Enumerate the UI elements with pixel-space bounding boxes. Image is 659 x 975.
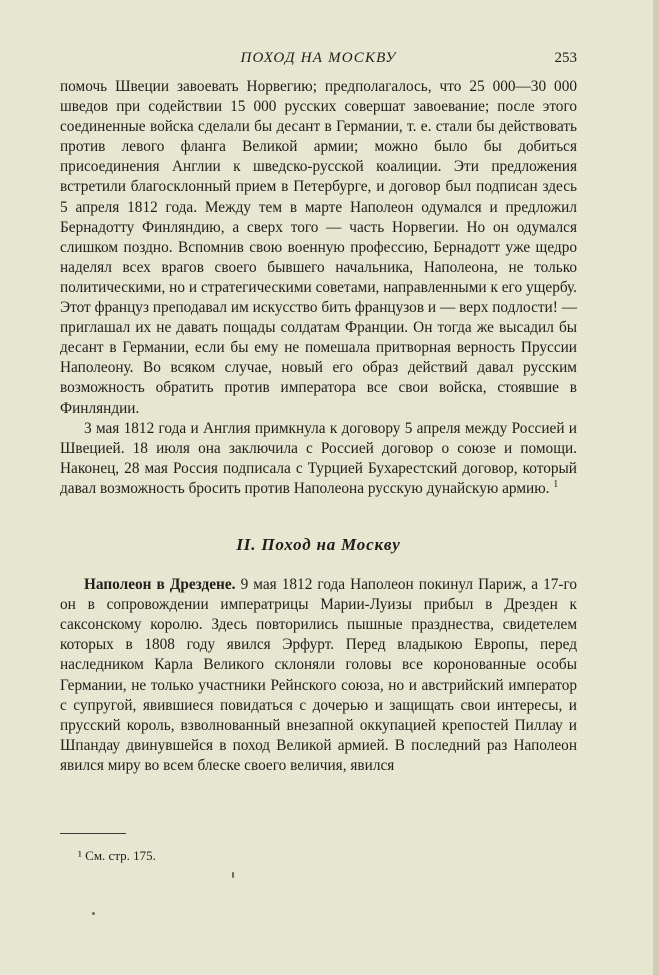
footnote-reference: 1: [553, 478, 559, 490]
paragraph-3-lead: Наполеон в Дрездене.: [84, 576, 236, 594]
running-head: ПОХОД НА МОСКВУ: [240, 50, 397, 66]
paragraph-3: [60, 575, 577, 776]
paragraph-2-text: 3 мая 1812 года и Англия примкнула к договору 5 апреля между Россией и Швецией. 18 июля она заключила с Россией договор о союзе и помощи. Наконец, 28 мая Россия подписала с Турцией Бухарестский договор, который давал возможность бросить против Наполеона русскую дунайскую армию.: [60, 419, 577, 497]
footnote: [78, 848, 156, 864]
print-speck: [232, 872, 234, 878]
paragraph-1: помочь Швеции завоевать Норвегию; предполагалось, что 25 000—30 000 шведов при содействии 15 000 русских совершат завоевание; после этого соединенные войска сделали бы десант в Германии, т. е. стали бы действовать против левого фланга Великой армии; можно было бы добиться присоединения Англии к шведско-русской коалиции. Эти предложения встретили благосклонный прием в Петербурге, и договор был подписан здесь 5 апреля 1812 года. Между тем в марте Наполеон одумался и предложил Бернадотту Финляндию, а сверх того — часть Норвегии. Но он одумался слишком поздно. Вспомнив свою военную профессию, Бернадотт уже щедро наделял всех врагов своего бывшего начальника, Наполеона, не только политическими, но и стратегическими советами, направленными к его ущербу. Этот француз преподавал им искусство бить французов и — верх подлости! — приглашал их не давать пощады солдатам Франции. Он тогда же высадил бы десант в Германии, если бы ему не помешала притворная верность Пруссии Наполеону. Во всяком случае, новый его образ действий давал русским возможность обратить против императора все свои войска, стоявшие в Финляндии.: [60, 78, 577, 417]
section-heading: II. Поход на Москву: [236, 534, 401, 554]
paragraph-3-text: 9 мая 1812 года Наполеон покинул Париж, а 17-го он в сопровождении императрицы Марии-Луизы прибыл в Дрезден к саксонскому королю. Здесь повторились пышные празднества, свидетелем которых в 1808 году явился Эрфурт. Перед владыкою Европы, перед наследником Карла Великого склоняли головы все коронованные особы Германии, не только участники Рейнского союза, но и австрийский император с супругой, явившиеся повидаться с дочерью и защищать свои интересы, и прусский король, взволнованный внезапной оккупацией крепостей Пиллау и Шпандау двинувшейся в поход Великой армией. В последний раз Наполеон явился миру во всем блеске своего величия, явился: [60, 576, 578, 774]
footnote-mark: ¹: [78, 848, 82, 863]
footnote-text: См. стр. 175.: [85, 848, 156, 863]
page-body: [60, 77, 577, 776]
page-header: [60, 50, 577, 72]
page-number: 253: [554, 50, 577, 66]
print-speck: [92, 912, 95, 915]
paragraph-2: [60, 419, 577, 499]
page-edge-shadow: [653, 0, 659, 975]
footnote-divider: [60, 833, 126, 834]
